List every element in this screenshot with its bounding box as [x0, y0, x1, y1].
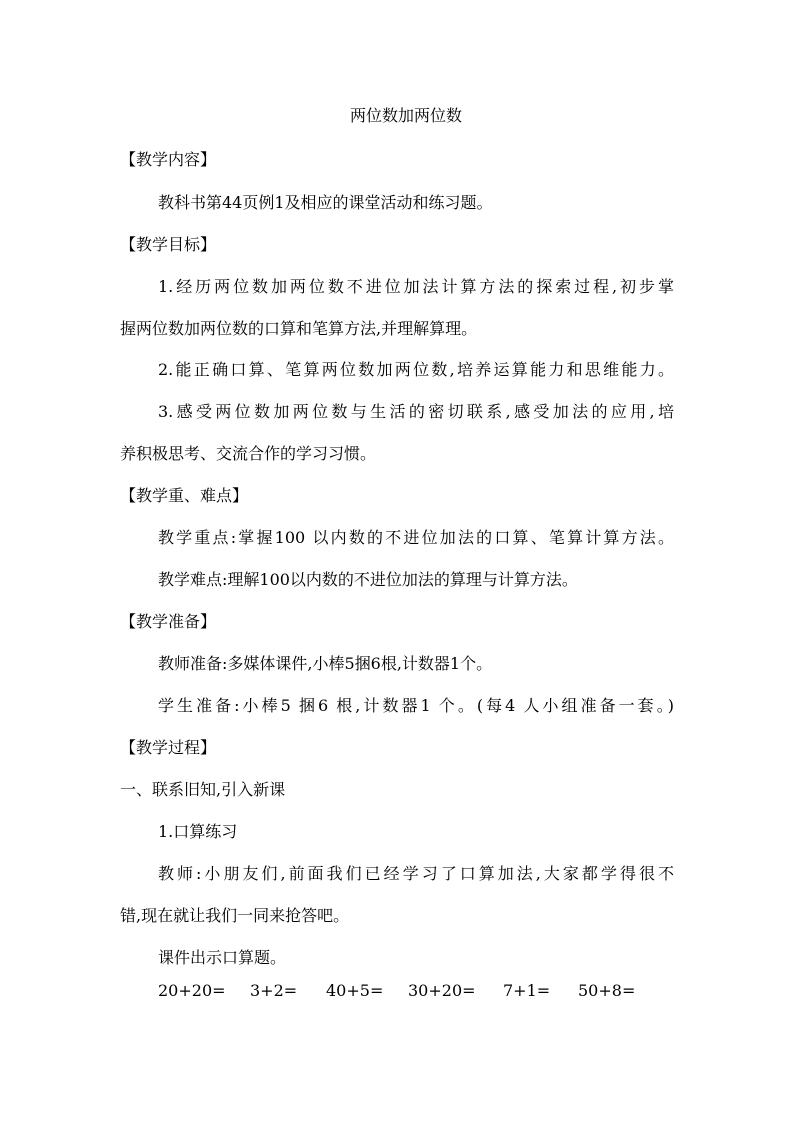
step-1-heading: 1.口算练习 — [158, 822, 238, 841]
keypoints-heading: 【教学重、难点】 — [120, 486, 249, 505]
teacher-prep: 教师准备:多媒体课件,小棒5捆6根,计数器1个。 — [158, 654, 493, 673]
goal-3-line-2: 养积极思考、交流合作的学习习惯。 — [120, 444, 377, 463]
part-1-heading: 一、联系旧知,引入新课 — [120, 780, 286, 799]
goal-1-line-1: 1.经历两位数加两位数不进位加法计算方法的探索过程,初步掌 — [158, 277, 674, 296]
calculation-item: 50+8= — [578, 981, 636, 1000]
content-heading: 【教学内容】 — [120, 150, 217, 169]
difficulty-text: 教学难点:理解100以内数的不进位加法的算理与计算方法。 — [158, 570, 578, 589]
teacher-line-2: 错,现在就让我们一同来抢答吧。 — [120, 906, 350, 925]
content-text: 教科书第44页例1及相应的课堂活动和练习题。 — [158, 193, 493, 212]
student-prep: 学生准备:小棒5 捆6 根,计数器1 个。(每4 人小组准备一套。) — [158, 696, 674, 715]
process-heading: 【教学过程】 — [120, 738, 217, 757]
goal-2: 2.能正确口算、笔算两位数加两位数,培养运算能力和思维能力。 — [158, 360, 674, 379]
prep-heading: 【教学准备】 — [120, 612, 217, 631]
teacher-line-1: 教师:小朋友们,前面我们已经学习了口算加法,大家都学得很不 — [158, 864, 674, 883]
calculation-item: 20+20= — [158, 981, 226, 1000]
calculation-item: 30+20= — [408, 981, 476, 1000]
calculation-row — [158, 981, 638, 1001]
goal-3-line-1: 3.感受两位数加两位数与生活的密切联系,感受加法的应用,培 — [158, 402, 674, 421]
goals-heading: 【教学目标】 — [120, 235, 217, 254]
goal-1-line-2: 握两位数加两位数的口算和笔算方法,并理解算理。 — [120, 319, 478, 338]
calculation-item: 3+2= — [250, 981, 298, 1000]
calculation-item: 7+1= — [503, 981, 551, 1000]
courseware-text: 课件出示口算题。 — [158, 948, 287, 967]
keypoint-text: 教学重点:掌握100 以内数的不进位加法的口算、笔算计算方法。 — [158, 528, 674, 547]
document-title: 两位数加两位数 — [350, 106, 463, 125]
calculation-item: 40+5= — [326, 981, 384, 1000]
